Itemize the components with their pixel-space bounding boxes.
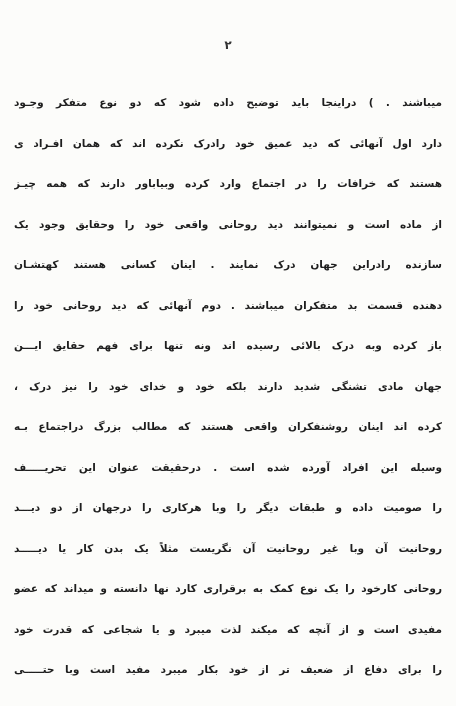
text-line: باز کرده وبه درک بالائی رسیده اند ونه تنها برای فهم حقایق ایـــن	[14, 340, 442, 352]
page-number: ۲	[224, 38, 232, 52]
text-line: دارد اول آنهائی که دید عمیق خود رادرک نکرده اند که همان افـراد ی	[14, 137, 442, 150]
body-text	[14, 88, 442, 696]
text-line: کرده اند اینان روشنفکران واقعی هستند که مطالب بزرگ دراجتماع بـه	[14, 421, 442, 433]
text-line: وسیله این افراد آورده شده است . درحقیقت عنوان این تحریـــــف	[14, 461, 442, 474]
text-line: میباشند . ) دراینجا باید توضیح داده شود که دو نوع متفکر وجـود	[14, 97, 442, 109]
text-line: هستند که خرافات را در اجتماع وارد کرده وبیاباور دارند که همه چیـز	[14, 178, 442, 190]
text-line: جهان مادی تشنگی شدید دارند بلکه خود و خدای خود را نیز درک ،	[14, 380, 442, 393]
text-line: را برای دفاع از ضعیف تر از خود بکار میبرد مفید است وبا حتـــــی	[14, 664, 442, 676]
text-line: را صومیت داده و طبقات دیگر را وبا هرکاری را درجهان از دو دیـــد	[14, 502, 442, 514]
text-line: از ماده است و نمیتوانند دید روحانی واقعی خود را وحقایق وجود یک	[14, 218, 442, 231]
text-line: مفیدی است و از آنچه که میکند لذت میبرد و یا شجاعی که قدرت خود	[14, 623, 442, 636]
text-line: روحانیت آن وبا غیر روحانیت آن نگریست مثلاً یک بدن کار یا دیـــــد	[14, 542, 442, 555]
text-line: سازنده رادراین جهان درک نمایند . اینان کسانی هستند کهتشـان	[14, 259, 442, 271]
text-line: دهنده قسمت بد متفکران میباشند . دوم آنهائی که دید روحانی خود را	[14, 299, 442, 312]
text-line: روحانی کارخود را یک نوع کمک به برقراری کارد نها دانسته و میداند که عضو	[14, 583, 442, 595]
